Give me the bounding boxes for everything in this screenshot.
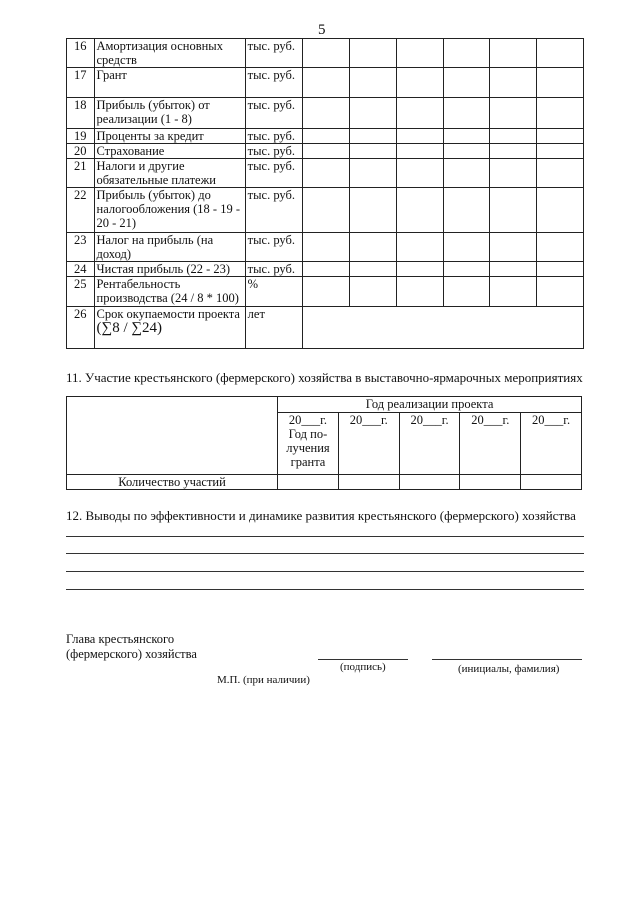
table-cell xyxy=(303,98,350,129)
row-label: Количество участий xyxy=(67,475,278,490)
blank-line xyxy=(66,553,584,554)
table-cell xyxy=(303,68,350,98)
name-line xyxy=(432,659,582,660)
year-cell: 20___г. xyxy=(521,413,582,475)
row-number: 16 xyxy=(67,39,95,68)
table-cell xyxy=(278,475,339,490)
table-cell xyxy=(349,68,396,98)
table-cell xyxy=(537,68,584,98)
table-cell xyxy=(443,262,490,277)
row-number: 23 xyxy=(67,233,95,262)
table-cell xyxy=(349,39,396,68)
row-unit: тыс. руб. xyxy=(245,159,303,188)
page-number: 5 xyxy=(318,22,326,38)
table-cell xyxy=(349,98,396,129)
table-cell xyxy=(490,129,537,144)
table-cell xyxy=(349,233,396,262)
row-name: Налог на прибыль (на доход) xyxy=(94,233,245,262)
table-cell xyxy=(396,159,443,188)
row-unit: тыс. руб. xyxy=(245,129,303,144)
stamp-label: М.П. (при наличии) xyxy=(217,674,310,686)
table-cell xyxy=(396,233,443,262)
table-cell xyxy=(303,144,350,159)
table-cell xyxy=(303,39,350,68)
table-cell xyxy=(443,39,490,68)
table-cell xyxy=(303,159,350,188)
row-number: 26 xyxy=(67,307,95,349)
table-cell xyxy=(303,277,350,307)
table-cell xyxy=(490,159,537,188)
table-cell xyxy=(443,159,490,188)
table-cell xyxy=(396,188,443,233)
table-row xyxy=(67,144,584,159)
table-row xyxy=(67,159,584,188)
table-row xyxy=(67,68,584,98)
table-cell xyxy=(396,277,443,307)
row-number: 19 xyxy=(67,129,95,144)
table-cell xyxy=(396,129,443,144)
table-cell xyxy=(399,475,460,490)
table-cell xyxy=(396,144,443,159)
table-cell xyxy=(443,144,490,159)
row-number: 20 xyxy=(67,144,95,159)
table-cell xyxy=(490,233,537,262)
blank-line xyxy=(66,589,584,590)
table-cell xyxy=(537,98,584,129)
row-name: Рентабельность производства (24 / 8 * 100) xyxy=(94,277,245,307)
indicators-table xyxy=(66,38,584,349)
table-cell xyxy=(396,98,443,129)
row-unit: лет xyxy=(245,307,303,349)
table-cell xyxy=(490,98,537,129)
table-cell xyxy=(349,188,396,233)
row-number: 17 xyxy=(67,68,95,98)
table-row xyxy=(67,129,584,144)
table-cell xyxy=(537,277,584,307)
row-name: Налоги и другие обязательные платежи xyxy=(94,159,245,188)
row-number: 18 xyxy=(67,98,95,129)
table-cell xyxy=(537,129,584,144)
table-row xyxy=(67,233,584,262)
table-cell xyxy=(349,277,396,307)
row-unit: тыс. руб. xyxy=(245,144,303,159)
table-cell xyxy=(396,39,443,68)
payback-formula: (∑8 / ∑24) xyxy=(96,320,163,336)
section-11-title: 11. Участие крестьянского (фермерского) хозяйства в выставочно-ярмарочных мероприятиях xyxy=(66,370,583,385)
table-cell xyxy=(303,233,350,262)
row-unit: тыс. руб. xyxy=(245,98,303,129)
table-row xyxy=(67,475,582,490)
row-name: Проценты за кредит xyxy=(94,129,245,144)
signature-line xyxy=(318,659,408,660)
table-cell xyxy=(303,188,350,233)
signature-role: Глава крестьянского (фермерского) хозяйства xyxy=(66,632,197,661)
table-row xyxy=(67,262,584,277)
row-name-text: Срок окупаемости проекта xyxy=(96,307,240,321)
row-name xyxy=(94,307,245,349)
row-number: 24 xyxy=(67,262,95,277)
table-cell xyxy=(396,262,443,277)
year-cell: 20___г. xyxy=(460,413,521,475)
row-unit: тыс. руб. xyxy=(245,39,303,68)
table-cell xyxy=(490,39,537,68)
table-cell xyxy=(537,233,584,262)
blank-line xyxy=(66,536,584,537)
table-cell xyxy=(338,475,399,490)
table-cell xyxy=(443,68,490,98)
year-header: Год реализации проекта xyxy=(278,397,582,413)
table-row xyxy=(67,277,584,307)
table-cell xyxy=(443,233,490,262)
table-cell xyxy=(303,307,584,349)
table-cell xyxy=(460,475,521,490)
name-label: (инициалы, фамилия) xyxy=(458,663,560,675)
row-unit: % xyxy=(245,277,303,307)
table-cell xyxy=(303,262,350,277)
signature-label: (подпись) xyxy=(340,661,386,673)
row-name: Прибыль (убыток) от реализации (1 - 8) xyxy=(94,98,245,129)
table-cell xyxy=(490,188,537,233)
table-row xyxy=(67,39,584,68)
table-cell xyxy=(443,277,490,307)
year-cell-grant: 20___г. Год по-лучения гранта xyxy=(278,413,339,475)
table-cell xyxy=(521,475,582,490)
table-cell xyxy=(443,98,490,129)
table-cell xyxy=(490,262,537,277)
table-cell xyxy=(396,68,443,98)
table-cell xyxy=(490,144,537,159)
row-name: Чистая прибыль (22 - 23) xyxy=(94,262,245,277)
blank-line xyxy=(66,571,584,572)
year-cell: 20___г. xyxy=(338,413,399,475)
row-unit: тыс. руб. xyxy=(245,233,303,262)
table-cell xyxy=(490,277,537,307)
table-cell xyxy=(349,262,396,277)
table-cell xyxy=(537,188,584,233)
table-cell xyxy=(303,129,350,144)
exhibitions-table xyxy=(66,396,582,490)
table-cell xyxy=(349,159,396,188)
table-cell xyxy=(67,397,278,475)
row-number: 21 xyxy=(67,159,95,188)
row-unit: тыс. руб. xyxy=(245,262,303,277)
row-unit: тыс. руб. xyxy=(245,188,303,233)
table-cell xyxy=(349,129,396,144)
section-12-title: 12. Выводы по эффективности и динамике развития крестьянского (фермерского) хозяйства xyxy=(66,508,576,523)
table-row xyxy=(67,98,584,129)
row-name: Прибыль (убыток) до налогообложения (18 - 19 - 20 - 21) xyxy=(94,188,245,233)
table-cell xyxy=(537,144,584,159)
row-name: Грант xyxy=(94,68,245,98)
table-cell xyxy=(349,144,396,159)
table-row xyxy=(67,307,584,349)
row-number: 25 xyxy=(67,277,95,307)
row-name: Амортизация основных средств xyxy=(94,39,245,68)
table-cell xyxy=(537,39,584,68)
table-row xyxy=(67,397,582,413)
table-cell xyxy=(537,159,584,188)
table-cell xyxy=(443,188,490,233)
table-cell xyxy=(537,262,584,277)
row-name: Страхование xyxy=(94,144,245,159)
row-unit: тыс. руб. xyxy=(245,68,303,98)
row-number: 22 xyxy=(67,188,95,233)
table-cell xyxy=(443,129,490,144)
table-row xyxy=(67,188,584,233)
year-cell: 20___г. xyxy=(399,413,460,475)
table-cell xyxy=(490,68,537,98)
